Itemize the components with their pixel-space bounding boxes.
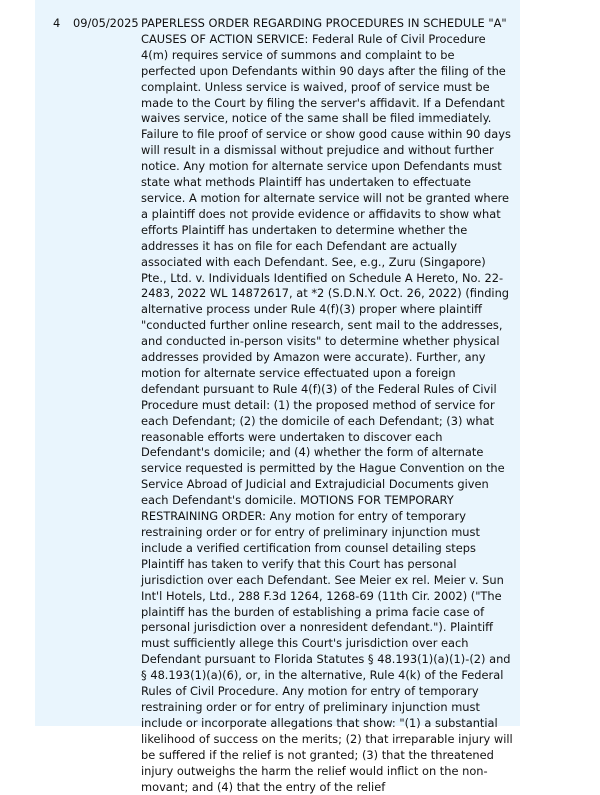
docket-entry-text: PAPERLESS ORDER REGARDING PROCEDURES IN SCHEDULE "A" CAUSES OF ACTION SERVICE: Federal Rule of Civil Procedure 4(m) requires service of summons and complaint to be perfected upon Defendants within 90 days after the filing of the complaint. Unless service is waived, proof of service must be made to the Court by filing the server's affidavit. If a Defendant waives service, notice of the same shall be filed immediately. Failure to file proof of service or show good cause within 90 days will result in a dismissal without prejudice and without further notice. Any motion for alternate service upon Defendants must state what methods Plaintiff has undertaken to effectuate service. A motion for alternate service will not be granted where a plaintiff does not provide evidence or affidavits to show what efforts Plaintiff has undertaken to determine whether the addresses it has on file for each Defendant are actually associated with each Defendant. See, e.g., Zuru (Singapore) Pte., Ltd. v. Individuals Identified on Schedule A Hereto, No. 22-2483, 2022 WL 14872617, at *2 (S.D.N.Y. Oct. 26, 2022) (finding alternative process under Rule 4(f)(3) proper where plaintiff "conducted further online research, sent mail to the addresses, and conducted in-person visits" to determine whether physical addresses provided by Amazon were accurate). Further, any motion for alternate service effectuated upon a foreign defendant pursuant to Rule 4(f)(3) of the Federal Rules of Civil Procedure must detail: (1) the proposed method of service for each Defendant; (2) the domicile of each Defendant; (3) what reasonable efforts were undertaken to discover each Defendant's domicile; and (4) whether the form of alternate service requested is permitted by the Hague Convention on the Service Abroad of Judicial and Extrajudicial Documents given each Defendant's domicile. MOTIONS FOR TEMPORARY RESTRAINING ORDER: Any motion for entry of temporary restraining order or for entry of preliminary injunction must include a verified certification from counsel detailing steps Plaintiff has taken to verify that this Court has personal jurisdiction over each Defendant. See Meier ex rel. Meier v. Sun Int'l Hotels, Ltd., 288 F.3d 1264, 1268-69 (11th Cir. 2002) ("The plaintiff has the burden of establishing a prima facie case of personal jurisdiction over a nonresident defendant."). Plaintiff must sufficiently allege this Court's jurisdiction over each Defendant pursuant to Florida Statutes § 48.193(1)(a)(1)-(2) and § 48.193(1)(a)(6), or, in the alternative, Rule 4(k) of the Federal Rules of Civil Procedure. Any motion for entry of temporary restraining order or for entry of preliminary injunction must include or incorporate allegations that show: "(1) a substantial likelihood of success on the merits; (2) that irreparable injury will be suffered if the relief is not granted; (3) that the threatened injury outweighs the harm the relief would inflict on the non-movant; and (4) that the entry of the relief bbox=[141, 16, 513, 794]
docket-entry-panel bbox=[35, 0, 520, 794]
docket-entry-row bbox=[35, 0, 520, 795]
docket-entry-number: 4 bbox=[53, 16, 61, 30]
docket-entry-date: 09/05/2025 bbox=[73, 16, 139, 30]
